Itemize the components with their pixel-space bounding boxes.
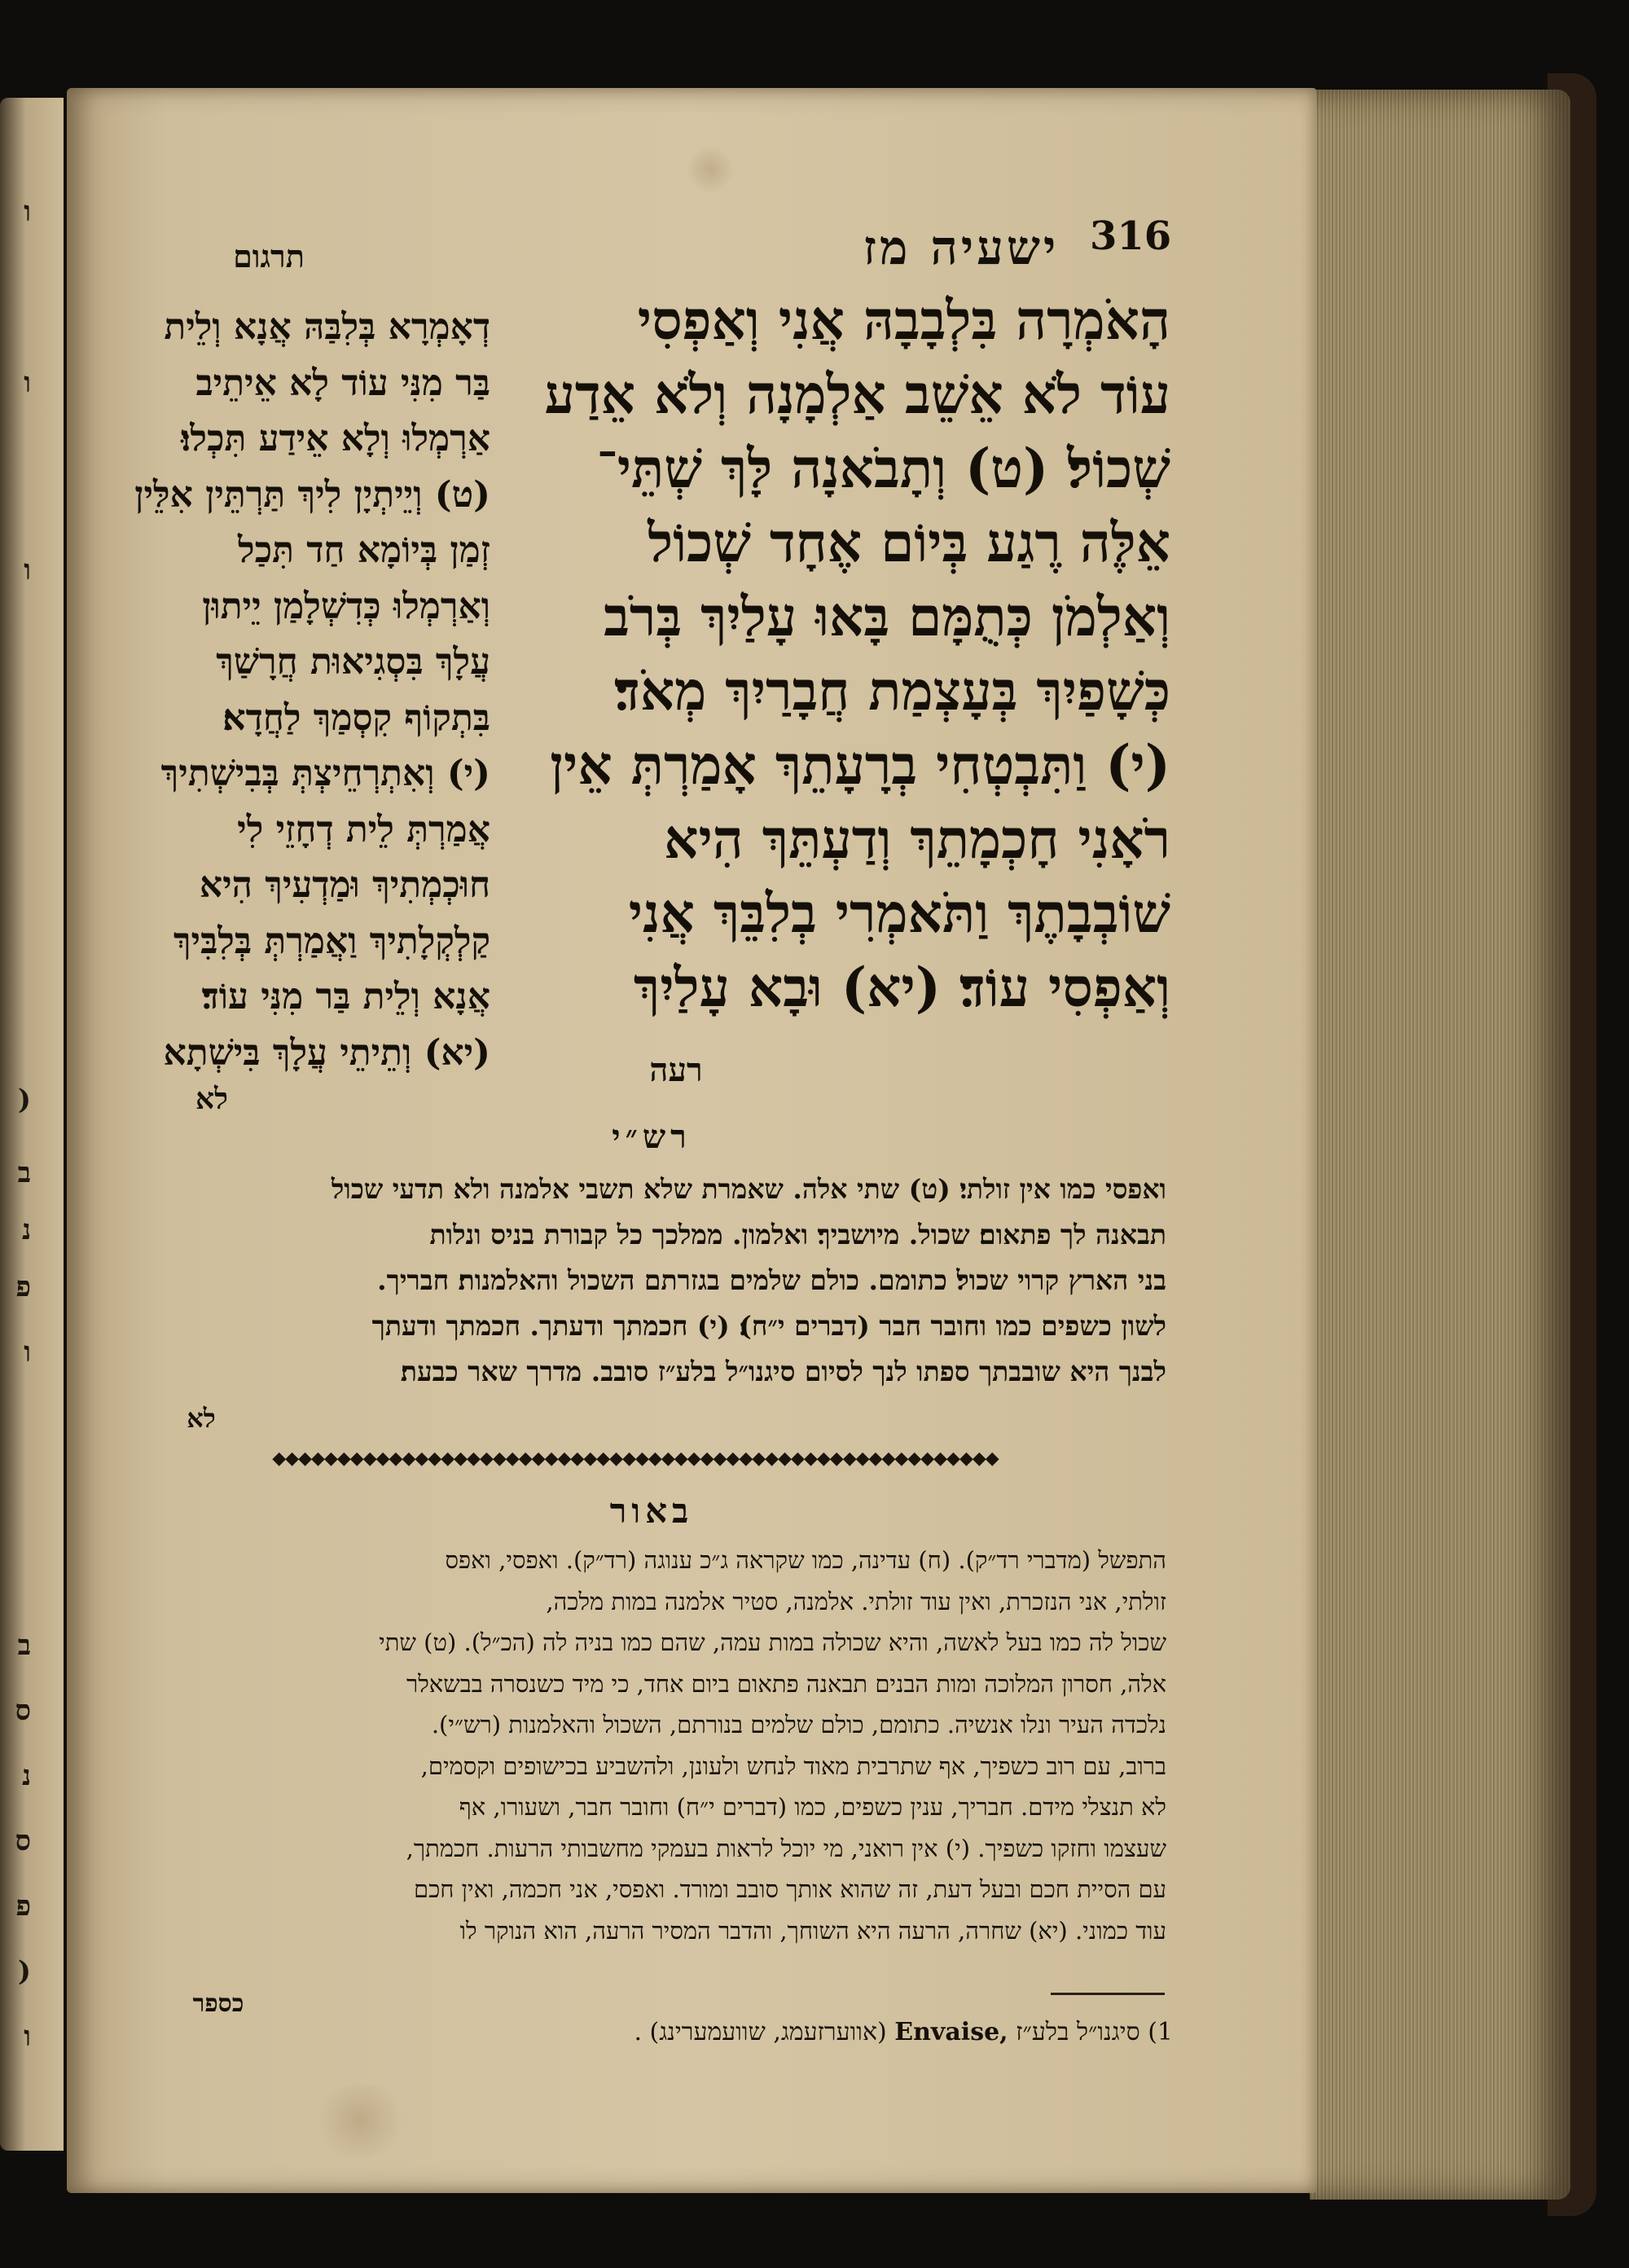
rashi-line: לבנך היא שובבתך ספתו לנך לסיום סיגנו״ל בלע״ז סובב. מדרך שאר כבעת׃ — [400, 1356, 1166, 1387]
scripture-text — [507, 284, 1170, 1025]
targum-catchword: לא — [195, 1082, 228, 1116]
targum-line: בַּר מִנִּי עוֹד לָא אֵיתֵיב — [195, 362, 490, 404]
scripture-line: כְּשָׁפַיִךְ בְּעָצְמַת חֲבָרַיִךְ מְאֹד׃ — [614, 659, 1170, 723]
page-number: 316 — [1090, 213, 1172, 259]
rashi-line: ואפסי כמו אין זולתי׃ (ט) שתי אלה. שאמרת שלא תשבי אלמנה ולא תדעי שכול — [331, 1173, 1166, 1205]
scripture-catchword: רעה — [649, 1051, 703, 1089]
targum-line: אַרְמְלוּ וְלָא אֵידַע תִּכְלוּ׃ — [181, 418, 490, 459]
scripture-line: אֵלֶּה רֶגַע בְּיוֹם אֶחָד שְׁכוֹל — [648, 511, 1170, 574]
targum-line: (יא) וְתֵיתֵי עֲלָךְ בִּישְׁתָא — [163, 1031, 490, 1074]
scripture-line: שְׁכוֹל׃ (ט) וְתָבֹאנָה לָּךְ שְׁתֵּי־ — [596, 437, 1170, 500]
targum-line: דְאָמְרָא בְּלִבַּהּ אֲנָא וְלֵית — [164, 306, 490, 348]
biur-line: שעצמו וחזקו כשפיך. (י) אין רואני, מי יוכל לראות בעמקי מחשבותי הרעות. חכמתך, — [406, 1834, 1166, 1862]
targum-line: אֲנָא וְלֵית בַּר מִנִּי עוֹד׃ — [201, 976, 490, 1018]
scripture-line: וְאַפְסִי עוֹד׃ (יא) וּבָא עָלַיִךְ — [633, 956, 1170, 1019]
targum-text — [108, 300, 490, 1081]
adjacent-page-edge: ו ו ו ( ב נ פ ו ב ס נ ס פ ( ו — [0, 98, 64, 2151]
biur-line: שכול לה כמו בעל לאשה, והיא שכולה במות עמה, שהם כמו בניה לה (הכ״ל). (ט) שתי — [379, 1628, 1166, 1656]
rashi-heading: רש״י — [612, 1118, 692, 1156]
biur-line: עם הסיית חכם ובעל דעת, זה שהוא אותך סובב ומורד. ואפסי, אני חכמה, ואין חכם — [413, 1875, 1166, 1903]
targum-line: קַלְקְלָתִיךְ וַאֲמַרְתְּ בְּלִבִּיךְ — [173, 920, 490, 962]
rashi-line: בני הארץ קרוי שכול׃ כתומם. כולם שלמים בגזרתם השכול והאלמנות׃ חבריך. — [377, 1264, 1166, 1296]
targum-line: זְמַן בְּיוֹמָא חַד תִּכַל — [238, 530, 490, 571]
rashi-line: תבאנה לך פתאום׃ שכול. מיושביך׃ ואלמון. ממלכך כל קבורת בניס ונלות — [429, 1219, 1166, 1250]
footnote-hebrew-before: סיגנו״ל בלע״ז — [1016, 2018, 1140, 2046]
scripture-line: שׁוֹבְבָתֶךְ וַתֹּאמְרִי בְלִבֵּךְ אֲנִי — [628, 881, 1170, 945]
biur-commentary — [99, 1540, 1166, 1951]
page-title: ישעיה מז — [863, 220, 1060, 275]
targum-line: חוּכְמְתִיךְ וּמַדְעִיךְ הִיא — [199, 864, 490, 906]
footnote-hebrew-after: (אווערזעמג, שוועמערינג) . — [634, 2018, 887, 2046]
targum-header: תרגום — [233, 238, 305, 275]
scripture-line: הָאֹמְרָה בִּלְבָבָהּ אֲנִי וְאַפְסִי — [637, 288, 1170, 352]
targum-line: וְאַרְמְלוּ כְּדִשְׁלָמַן יֵיתוּן — [202, 585, 490, 627]
biur-line: נלכדה העיר ונלו אנשיה. כתומם, כולם שלמים בנורתם, השכול והאלמנות (רש״י). — [431, 1711, 1166, 1738]
scripture-line: רֹאָנִי חָכְמָתֵךְ וְדַעְתֵּךְ הִיא — [664, 807, 1170, 871]
scripture-line: וְאַלְמֹן כְּתֻמָּם בָּאוּ עָלַיִךְ בְּרֹב — [604, 585, 1170, 648]
targum-line: (י) וְאִתְרְחֵיצְתְּ בְּבִישְׁתִיךְ — [160, 753, 490, 794]
footnote — [407, 2016, 1173, 2049]
footnote-rule — [1051, 1993, 1165, 1995]
biur-line: ברוב, עם רוב כשפיך, אף שתרבית מאוד לנחש ולעונן, ולהשביע בכישופים וקסמים, — [420, 1752, 1166, 1780]
targum-line: עֲלָךְ בִּסְגִיאוּת חֲרָשַׁךְ — [216, 641, 490, 683]
biur-heading: באור — [609, 1491, 694, 1531]
biur-line: לא תנצלי מידם. חבריך, ענין כשפים, כמו (דברים י״ח) וחובר חבר, ושעורו, אף — [459, 1793, 1166, 1821]
footnote-latin: Envaise, — [894, 2018, 1008, 2046]
scripture-line: עוֹד לֹא אֵשֵׁב אַלְמָנָה וְלֹא אֵדַע — [544, 363, 1170, 426]
rashi-commentary — [99, 1167, 1166, 1395]
rashi-line: לשון כשפים כמו וחובר חבר (דברים י״ח)׃ (י) חכמתך ודעתך. חכמתך ודעתך — [371, 1310, 1166, 1342]
book-fore-edge — [1310, 90, 1570, 2200]
targum-line: אֲמַרְתְּ לֵית דְחָזֵי לִי — [237, 808, 490, 850]
footnote-number: 1) — [1148, 2018, 1173, 2046]
ornamental-divider: ◆◆◆◆◆◆◆◆◆◆◆◆◆◆◆◆◆◆◆◆◆◆◆◆◆◆◆◆◆◆◆◆◆◆◆◆◆◆◆◆◆◆◆◆◆◆◆◆◆◆◆◆◆◆◆◆ — [272, 1452, 999, 1466]
rashi-catchword: לא — [187, 1403, 216, 1434]
targum-line: בִּתְקוֹף קִסְמַךְ לַחֲדָא׃ — [222, 697, 490, 739]
biur-line: עוד כמוני. (יא) שחרה, הרעה היא השוחך, והדבר המסיר הרעה, הוא הנוקר לו — [459, 1916, 1166, 1945]
biur-line: זולתי, אני הנזכרת, ואין עוד זולתי. אלמנה, סטיר אלמנה במות מלכה, — [546, 1587, 1166, 1615]
biur-line: אלה, חסרון המלוכה ומות הבנים תבאנה פתאום ביום אחד, כי מיד כשנסרה בבשאלר — [406, 1669, 1166, 1698]
targum-line: (ט) וְיֵיתְיָן לִיךְ תַּרְתֵּין אִלֵּין — [134, 473, 490, 516]
biur-catchword: כספר — [192, 1989, 244, 2018]
scripture-line: (י) וַתִּבְטְחִי בְרָעָתֵךְ אָמַרְתְּ אֵין — [550, 733, 1170, 797]
biur-line: התפשל (מדברי רד״ק). (ח) עדינה, כמו שקראה ג״כ ענוגה (רד״ק). ואפסי, ואפס — [445, 1546, 1166, 1574]
